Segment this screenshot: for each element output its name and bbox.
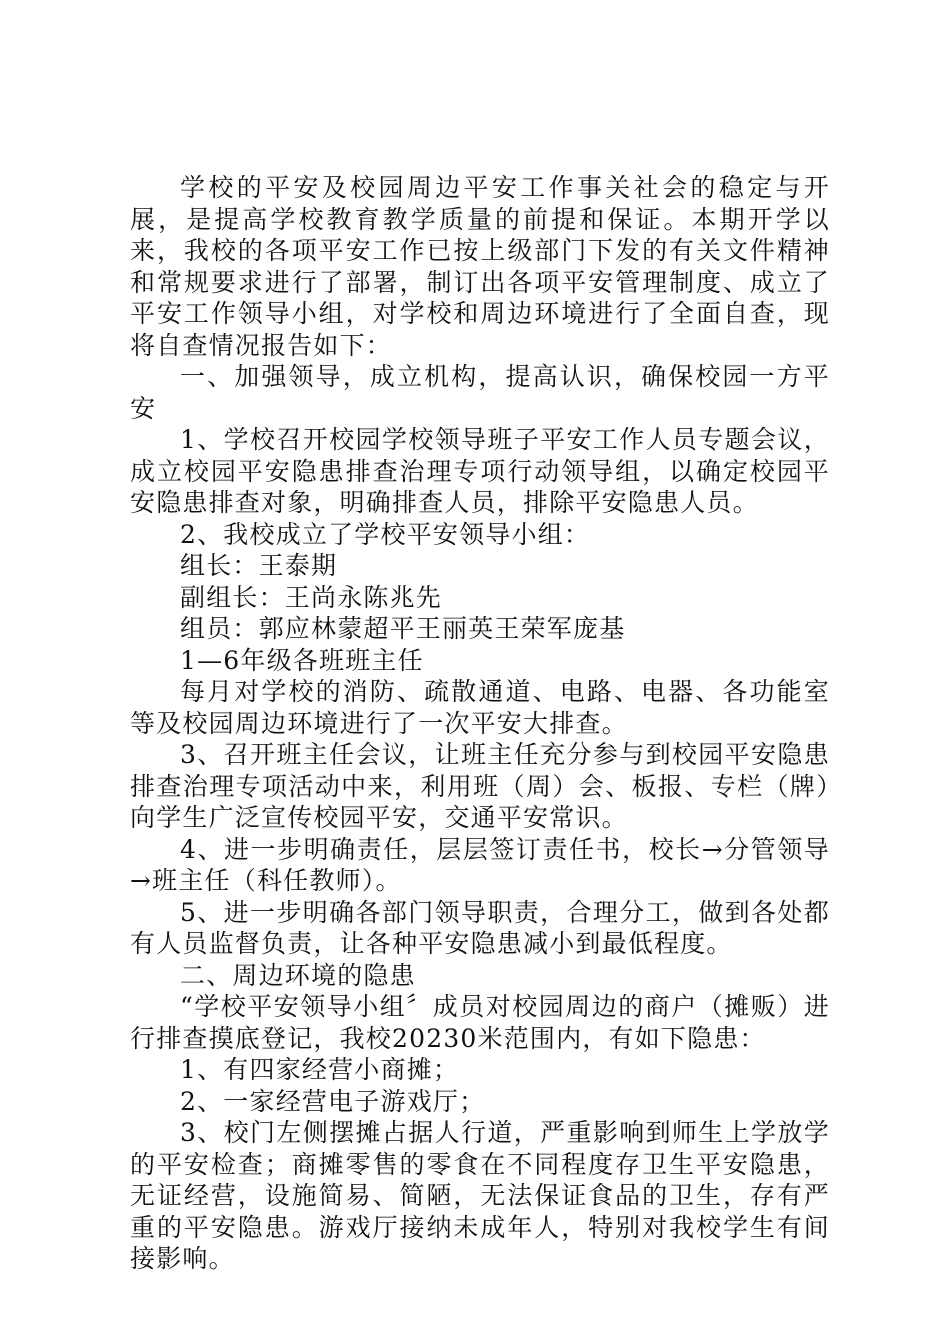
paragraph-item-1: 1、学校召开校园学校领导班子平安工作人员专题会议，成立校园平安隐患排查治理专项行动领导组，以确定校园平安隐患排查对象，明确排查人员，排除平安隐患人员。 (130, 425, 830, 517)
survey-paragraph: “学校平安领导小组〞成员对校园周边的商户（摊贩）进行排查摸底登记，我校20230米范围内，有如下隐患： (130, 992, 830, 1053)
section-heading-1: 一、加强领导，成立机构，提高认识，确保校园一方平安 (130, 362, 830, 423)
members-line: 组员：郭应林蒙超平王丽英王荣军庞基 (180, 614, 626, 643)
intro-paragraph: 学校的平安及校园周边平安工作事关社会的稳定与开展，是提高学校教育教学质量的前提和保证。本期开学以来，我校的各项平安工作已按上级部门下发的有关文件精神和常规要求进行了部署，制订出各项平安管理制度、成立了平安工作领导小组，对学校和周边环境进行了全面自查，现将自查情况报告如下： (130, 173, 830, 360)
section-heading-2: 二、周边环境的隐患 (180, 960, 416, 990)
group-leader-line: 组长：王泰期 (180, 551, 338, 580)
deputy-leader-line: 副组长：王尚永陈兆先 (180, 582, 443, 612)
class-teachers-line: 1—6年级各班班主任 (180, 645, 424, 675)
monthly-inspection-paragraph: 每月对学校的消防、疏散通道、电路、电器、各功能室等及校园周边环境进行了一次平安大排查。 (130, 677, 830, 738)
hazard-item-3: 3、校门左侧摆摊占据人行道，严重影响到师生上学放学的平安检查；商摊零售的零食在不同程度存卫生平安隐患，无证经营，设施简易、简陋，无法保证食品的卫生，存有严重的平安隐患。游戏厅接纳未成年人，特别对我校学生有间接影响。 (130, 1118, 830, 1273)
hazard-item-1: 1、有四家经营小商摊； (180, 1055, 460, 1084)
hazard-item-2: 2、一家经营电子游戏厅； (180, 1086, 486, 1116)
paragraph-item-2: 2、我校成立了学校平安领导小组： (180, 519, 591, 549)
document-body (130, 172, 830, 1275)
paragraph-item-4: 4、进一步明确责任，层层签订责任书，校长→分管领导→班主任（科任教师）。 (130, 834, 830, 895)
paragraph-item-5: 5、进一步明确各部门领导职责，合理分工，做到各处都有人员监督负责，让各种平安隐患减小到最低程度。 (130, 897, 830, 958)
paragraph-item-3: 3、召开班主任会议，让班主任充分参与到校园平安隐患排查治理专项活动中来，利用班（周）会、板报、专栏（牌）向学生广泛宣传校园平安，交通平安常识。 (130, 740, 830, 832)
